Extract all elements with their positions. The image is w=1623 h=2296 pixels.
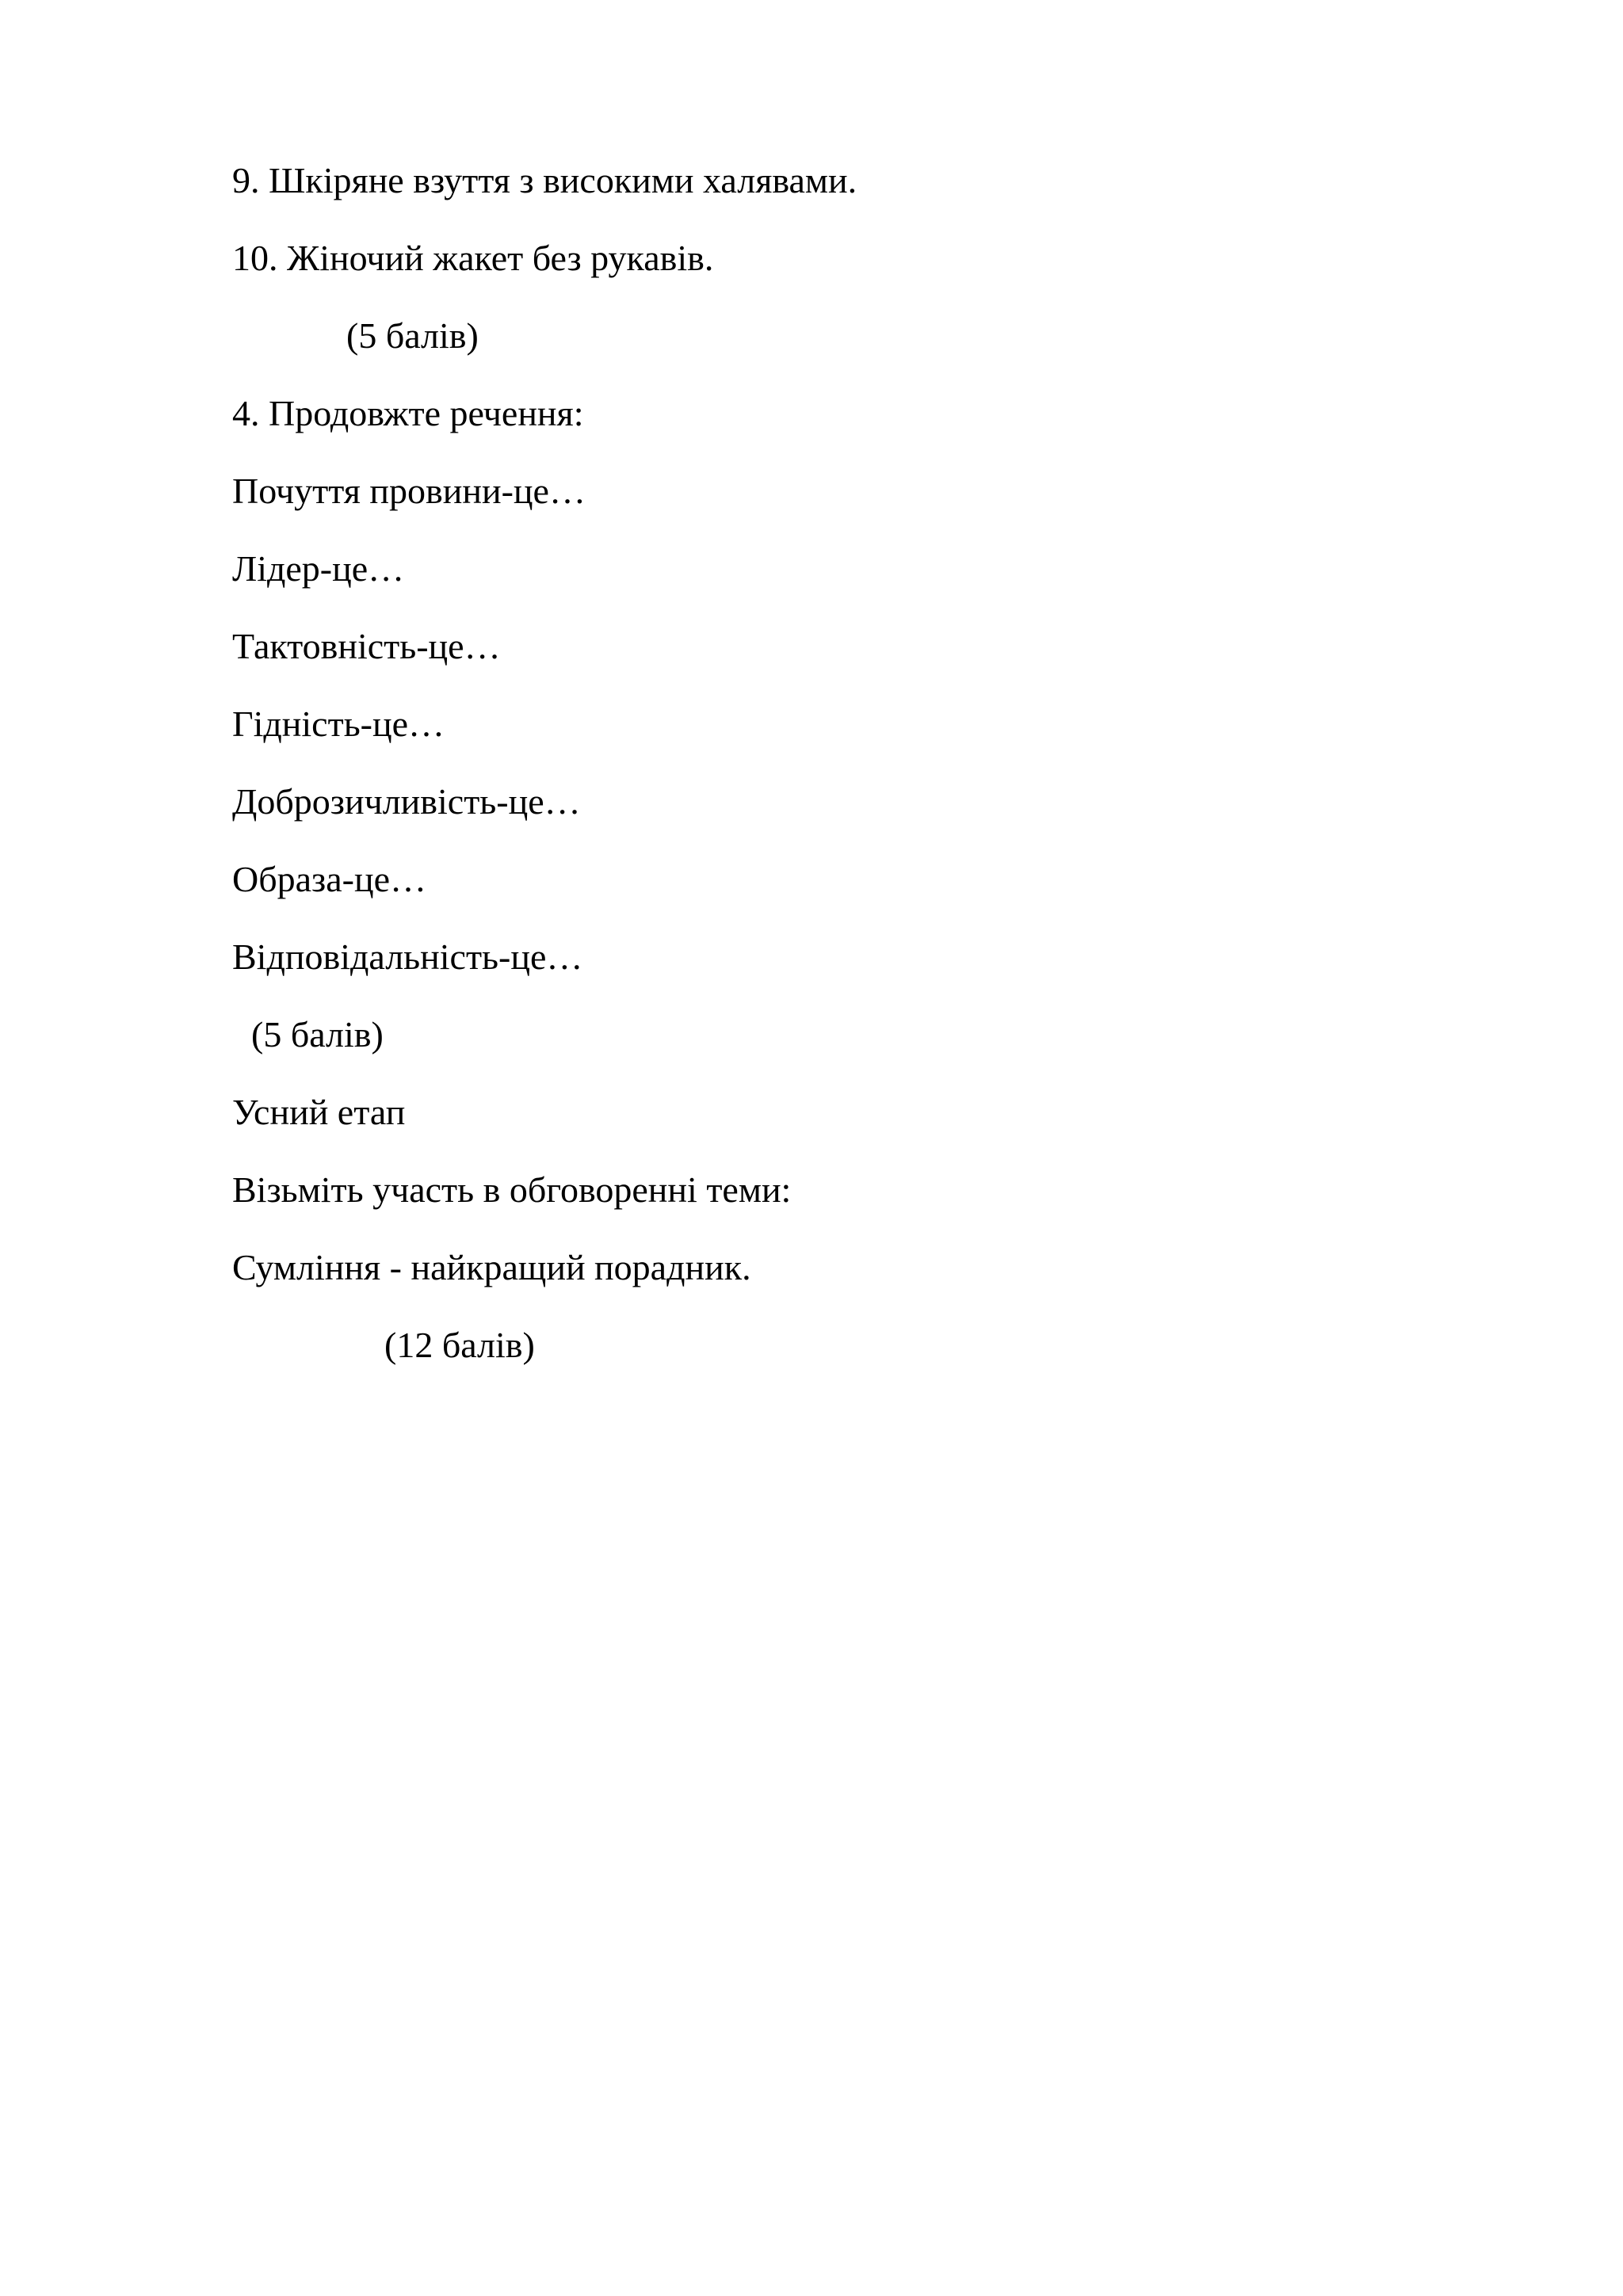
score-note: (5 балів) (346, 315, 479, 356)
sentence-prompt: Образа-це… (232, 859, 426, 899)
task-instruction: Візьміть участь в обговоренні теми: (232, 1169, 792, 1210)
task-item-9: 9. Шкіряне взуття з високими халявами. (232, 160, 857, 200)
section-heading: Усний етап (232, 1092, 406, 1132)
sentence-prompt: Гідність-це… (232, 704, 445, 744)
discussion-topic: Сумління - найкращий порадник. (232, 1247, 751, 1287)
score-note: (5 балів) (251, 1014, 384, 1055)
sentence-prompt: Відповідальність-це… (232, 936, 583, 977)
task-item-10: 10. Жіночий жакет без рукавів. (232, 238, 714, 278)
sentence-prompt: Тактовність-це… (232, 626, 501, 666)
score-note: (12 балів) (384, 1325, 535, 1365)
sentence-prompt: Почуття провини-це… (232, 471, 586, 511)
sentence-prompt: Доброзичливість-це… (232, 781, 581, 822)
sentence-prompt: Лідер-це… (232, 548, 405, 589)
task-heading-4: 4. Продовжте речення: (232, 393, 584, 433)
